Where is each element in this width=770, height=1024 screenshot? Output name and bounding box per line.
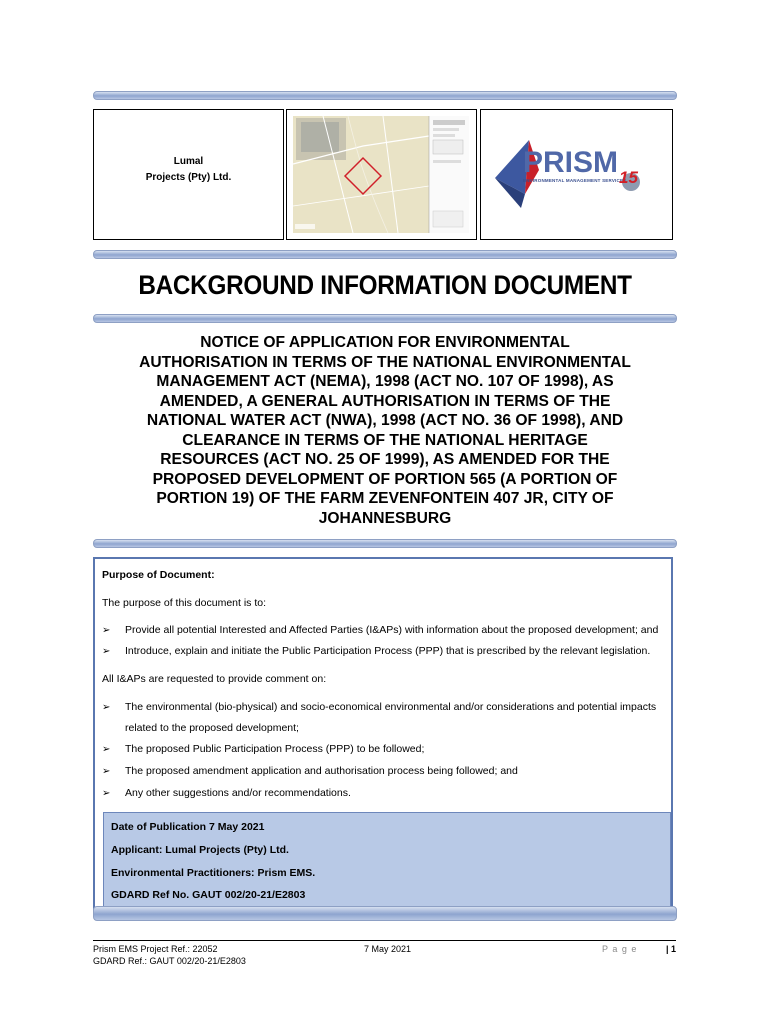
comment-request: All I&APs are requested to provide comment on:: [102, 673, 327, 685]
locality-map-image: [293, 116, 469, 233]
footer-gdard-ref: GDARD Ref.: GAUT 002/20-21/E2803: [93, 956, 246, 966]
client-box: [93, 109, 284, 240]
divider-bar-bottom: [93, 906, 677, 921]
comment-bullet: Any other suggestions and/or recommendations.: [125, 787, 351, 799]
notice-line: AUTHORISATION IN TERMS OF THE NATIONAL ENVIRONMENTAL: [139, 353, 631, 371]
document-title: BACKGROUND INFORMATION DOCUMENT: [138, 270, 632, 300]
bullet-arrow-icon: ➢: [102, 646, 111, 657]
map-graphic: [293, 116, 469, 233]
comment-bullet: The proposed Public Participation Process (PPP) to be followed;: [125, 743, 425, 755]
footer-page-number: | 1: [666, 944, 677, 954]
client-name-line2: Projects (Pty) Ltd.: [145, 172, 232, 183]
notice-line: PROPOSED DEVELOPMENT OF PORTION 565 (A PORTION OF: [152, 470, 618, 488]
purpose-bullet: Provide all potential Interested and Affected Parties (I&APs) with information about the proposed development; and: [125, 624, 659, 636]
notice-line: RESOURCES (ACT NO. 25 OF 1999), AS AMENDED FOR THE: [160, 451, 610, 468]
notice-line: JOHANNESBURG: [318, 509, 452, 527]
divider-bar-under-title: [93, 314, 677, 323]
gdard-reference: GDARD Ref No. GAUT 002/20-21/E2803: [111, 889, 306, 901]
bullet-arrow-icon: ➢: [102, 702, 111, 713]
divider-bar-above-purpose: [93, 539, 677, 548]
logo-wordmark: PRISM: [523, 146, 619, 179]
logo-tagline: ENVIRONMENTAL MANAGEMENT SERVICES: [523, 178, 627, 183]
notice-line: CLEARANCE IN TERMS OF THE NATIONAL HERITAGE: [182, 431, 588, 449]
prism-logo-box: [480, 109, 673, 240]
bullet-arrow-icon: ➢: [102, 625, 111, 636]
notice-line: NATIONAL WATER ACT (NWA), 1998 (ACT NO. 36 OF 1998), AND: [146, 412, 624, 429]
header-row: [93, 109, 673, 240]
purpose-section: [93, 557, 673, 912]
publication-details-box: [103, 812, 671, 908]
notice-line: AMENDED, A GENERAL AUTHORISATION IN TERMS OF THE: [159, 392, 611, 410]
notice-line: NOTICE OF APPLICATION FOR ENVIRONMENTAL: [200, 334, 570, 351]
client-name: [94, 154, 283, 186]
environmental-practitioners: Environmental Practitioners: Prism EMS.: [111, 867, 316, 879]
comment-bullet: The environmental (bio-physical) and socio-economical environmental and/or considerations and potential impacts related to the proposed development;: [125, 701, 657, 734]
footer-page-label: P a g e: [602, 944, 638, 954]
notice-heading: [95, 333, 675, 528]
footer-date: 7 May 2021: [364, 944, 412, 954]
logo-anniversary: 15: [619, 168, 638, 187]
purpose-intro: The purpose of this document is to:: [102, 597, 267, 609]
bullet-arrow-icon: ➢: [102, 744, 111, 755]
locality-map-box: [286, 109, 477, 240]
client-name-line1: Lumal: [173, 156, 204, 167]
divider-bar-top: [93, 91, 677, 100]
footer-rule: [93, 940, 676, 941]
bullet-arrow-icon: ➢: [102, 788, 111, 799]
footer-project-ref: Prism EMS Project Ref.: 22052: [93, 944, 218, 954]
notice-line: MANAGEMENT ACT (NEMA), 1998 (ACT NO. 107 OF 1998), AS: [156, 373, 614, 390]
comment-bullet: The proposed amendment application and authorisation process being followed; and: [125, 765, 518, 777]
applicant: Applicant: Lumal Projects (Pty) Ltd.: [111, 844, 289, 856]
purpose-heading: Purpose of Document:: [102, 569, 215, 581]
bullet-arrow-icon: ➢: [102, 766, 111, 777]
divider-bar-under-header: [93, 250, 677, 259]
notice-line: PORTION 19) OF THE FARM ZEVENFONTEIN 407 JR, CITY OF: [156, 490, 614, 507]
purpose-bullet: Introduce, explain and initiate the Public Participation Process (PPP) that is prescribed by the relevant legislation.: [125, 645, 651, 657]
publication-date: Date of Publication 7 May 2021: [111, 821, 265, 833]
